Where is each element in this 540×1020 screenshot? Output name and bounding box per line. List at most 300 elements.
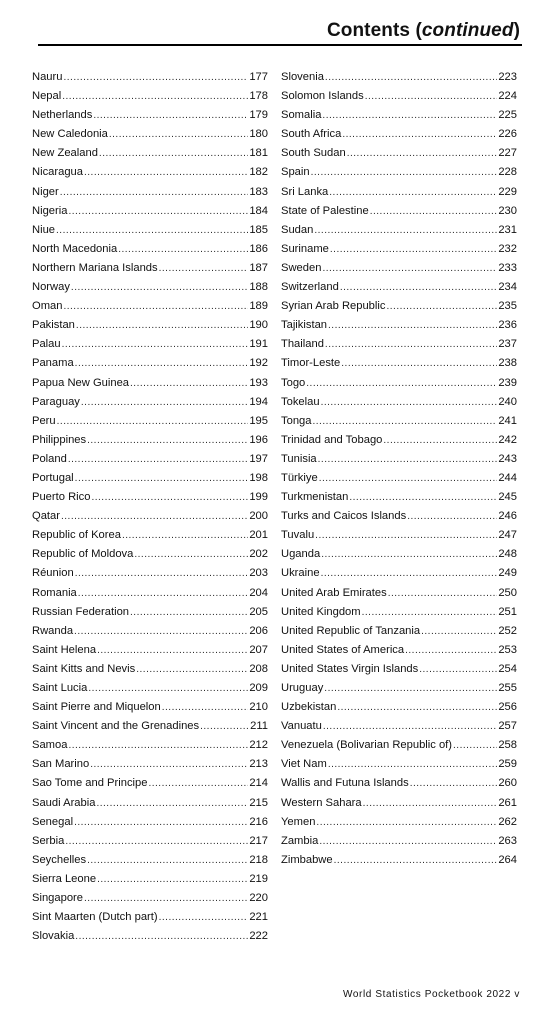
toc-entry-page: 215: [249, 796, 268, 809]
toc-entry[interactable]: [32, 259, 268, 278]
toc-entry-name: Türkiye: [281, 471, 318, 484]
toc-entry-page: 192: [249, 357, 268, 370]
dot-leader: [68, 736, 248, 755]
dot-leader: [74, 813, 248, 832]
toc-entry[interactable]: [32, 202, 268, 221]
dot-leader: [421, 622, 497, 641]
toc-entry-name: Zimbabwe: [281, 853, 333, 866]
toc-entry-page: 264: [498, 853, 517, 866]
toc-entry[interactable]: [32, 813, 268, 832]
toc-entry-page: 227: [498, 147, 517, 160]
toc-entry-name: Somalia: [281, 109, 322, 122]
toc-entry-name: State of Palestine: [281, 204, 369, 217]
dot-leader: [60, 183, 249, 202]
toc-entry[interactable]: [281, 183, 517, 202]
toc-entry-page: 195: [249, 414, 268, 427]
toc-entry[interactable]: [32, 144, 268, 163]
toc-entry-page: 198: [249, 471, 268, 484]
dot-leader: [71, 278, 248, 297]
toc-entry[interactable]: [281, 679, 517, 698]
toc-entry[interactable]: [32, 106, 268, 125]
toc-entry-name: Netherlands: [32, 109, 93, 122]
toc-entry-name: Puerto Rico: [32, 491, 91, 504]
toc-entry[interactable]: [281, 144, 517, 163]
toc-entry[interactable]: [281, 125, 517, 144]
toc-entry[interactable]: [32, 125, 268, 144]
toc-entry-name: New Caledonia: [32, 128, 108, 141]
dot-leader: [319, 469, 498, 488]
dot-leader: [386, 297, 497, 316]
toc-entry-page: 260: [498, 777, 517, 790]
toc-entry-page: 193: [249, 376, 268, 389]
toc-entry[interactable]: [32, 622, 268, 641]
toc-entry-name: United Kingdom: [281, 605, 361, 618]
toc-entry[interactable]: [32, 68, 268, 87]
title-end: ): [513, 20, 520, 41]
toc-entry-name: Sierra Leone: [32, 872, 97, 885]
toc-entry[interactable]: [281, 316, 517, 335]
toc-entry[interactable]: [32, 374, 268, 393]
toc-entry-name: Western Sahara: [281, 796, 362, 809]
toc-entry-name: Republic of Moldova: [32, 548, 134, 561]
dot-leader: [76, 316, 248, 335]
toc-entry[interactable]: [32, 278, 268, 297]
dot-leader: [324, 679, 497, 698]
dot-leader: [84, 889, 248, 908]
toc-entry-page: 247: [498, 529, 517, 542]
toc-entry-page: 191: [249, 338, 268, 351]
toc-entry-page: 222: [249, 930, 268, 943]
toc-entry-page: 201: [249, 529, 268, 542]
toc-entry[interactable]: [281, 660, 517, 679]
dot-leader: [118, 240, 248, 259]
dot-leader: [56, 221, 248, 240]
toc-entry-name: Viet Nam: [281, 758, 327, 771]
dot-leader: [363, 794, 498, 813]
toc-entry[interactable]: [32, 163, 268, 182]
toc-entry-page: 224: [498, 90, 517, 103]
toc-entry-page: 257: [498, 720, 517, 733]
dot-leader: [323, 717, 497, 736]
toc-entry-page: 229: [498, 185, 517, 198]
dot-leader: [91, 488, 248, 507]
dot-leader: [342, 125, 497, 144]
dot-leader: [341, 354, 497, 373]
toc-entry[interactable]: [281, 526, 517, 545]
toc-entry[interactable]: [32, 698, 268, 717]
dot-leader: [130, 603, 248, 622]
dot-leader: [75, 469, 249, 488]
dot-leader: [328, 755, 498, 774]
dot-leader: [383, 431, 497, 450]
toc-entry-page: 250: [498, 586, 517, 599]
toc-entry-page: 196: [249, 433, 268, 446]
toc-entry-name: Solomon Islands: [281, 90, 364, 103]
dot-leader: [88, 679, 248, 698]
toc-entry[interactable]: [281, 622, 517, 641]
toc-entry-page: 183: [249, 185, 268, 198]
toc-entry[interactable]: [281, 794, 517, 813]
toc-entry-page: 216: [249, 815, 268, 828]
toc-entry[interactable]: [32, 545, 268, 564]
toc-entry-name: Paraguay: [32, 395, 80, 408]
toc-entry[interactable]: [281, 202, 517, 221]
toc-entry-name: Pakistan: [32, 319, 75, 332]
dot-leader: [334, 851, 498, 870]
toc-entry[interactable]: [32, 603, 268, 622]
toc-entry[interactable]: [281, 469, 517, 488]
toc-entry-name: Tajikistan: [281, 319, 328, 332]
toc-entry[interactable]: [281, 259, 517, 278]
dot-leader: [325, 68, 497, 87]
toc-entry-name: Spain: [281, 166, 310, 179]
toc-entry[interactable]: [32, 431, 268, 450]
toc-entry[interactable]: [32, 755, 268, 774]
title-main: Contents (: [326, 20, 422, 41]
toc-entry-name: Rwanda: [32, 624, 74, 637]
toc-entry[interactable]: [32, 354, 268, 373]
toc-entry-name: Tokelau: [281, 395, 320, 408]
toc-entry[interactable]: [32, 717, 268, 736]
toc-entry-page: 214: [249, 777, 268, 790]
toc-entry-name: Suriname: [281, 242, 329, 255]
toc-entry-name: Qatar: [32, 510, 60, 523]
toc-entry-name: Ukraine: [281, 567, 320, 580]
toc-entry-name: Poland: [32, 452, 67, 465]
toc-entry-page: 190: [249, 319, 268, 332]
toc-entry-page: 231: [498, 223, 517, 236]
dot-leader: [148, 774, 248, 793]
dot-leader: [388, 584, 498, 603]
toc-entry[interactable]: [281, 393, 517, 412]
toc-entry[interactable]: [281, 545, 517, 564]
toc-entry-page: 234: [498, 281, 517, 294]
dot-leader: [63, 68, 248, 87]
toc-entry-page: 187: [249, 261, 268, 274]
toc-entry[interactable]: [281, 412, 517, 431]
toc-entry-page: 237: [498, 338, 517, 351]
toc-entry[interactable]: [281, 488, 517, 507]
dot-leader: [370, 202, 498, 221]
toc-entry-page: 189: [249, 300, 268, 313]
toc-entry[interactable]: [32, 564, 268, 583]
toc-entry-name: Panama: [32, 357, 74, 370]
toc-entry[interactable]: [281, 717, 517, 736]
dot-leader: [328, 316, 497, 335]
toc-entry-page: 256: [498, 701, 517, 714]
toc-entry[interactable]: [281, 736, 517, 755]
toc-entry[interactable]: [281, 698, 517, 717]
dot-leader: [315, 526, 497, 545]
dot-leader: [410, 774, 498, 793]
toc-entry[interactable]: [32, 794, 268, 813]
toc-entry-name: Venezuela (Bolivarian Republic of): [281, 739, 453, 752]
dot-leader: [68, 450, 248, 469]
toc-entry-name: Sri Lanka: [281, 185, 329, 198]
toc-entry-name: Trinidad and Tobago: [281, 433, 383, 446]
dot-leader: [84, 163, 248, 182]
toc-entry-page: 178: [249, 90, 268, 103]
toc-entry[interactable]: [281, 564, 517, 583]
toc-entry[interactable]: [32, 641, 268, 660]
dot-leader: [90, 755, 248, 774]
toc-entry-page: 263: [498, 834, 517, 847]
toc-entry-page: 238: [498, 357, 517, 370]
toc-entry[interactable]: [32, 488, 268, 507]
toc-entry-name: Portugal: [32, 471, 74, 484]
toc-entry[interactable]: [32, 450, 268, 469]
toc-entry-name: Norway: [32, 281, 70, 294]
toc-entry[interactable]: [32, 927, 268, 946]
toc-entry[interactable]: [32, 393, 268, 412]
toc-entry[interactable]: [32, 908, 268, 927]
toc-entry-name: Saint Pierre and Miquelon: [32, 701, 161, 714]
toc-entry-page: 255: [498, 682, 517, 694]
toc-entry[interactable]: [32, 335, 268, 354]
toc-entry-page: 218: [249, 853, 268, 866]
toc-entry-name: Russian Federation: [32, 605, 130, 618]
toc-entry-name: Republic of Korea: [32, 529, 121, 542]
toc-entry-page: 204: [249, 586, 268, 599]
toc-entry[interactable]: [32, 660, 268, 679]
toc-entry[interactable]: [281, 832, 517, 851]
dot-leader: [405, 641, 497, 660]
toc-entry-name: Senegal: [32, 815, 74, 828]
dot-leader: [96, 794, 248, 813]
toc-entry-name: Switzerland: [281, 281, 339, 294]
toc-entry-name: Nigeria: [32, 204, 68, 217]
toc-entry-page: 254: [498, 662, 517, 675]
toc-entry-page: 259: [498, 758, 517, 771]
toc-entry-name: United States Virgin Islands: [281, 662, 419, 675]
toc-entry-name: Thailand: [281, 338, 324, 351]
dot-leader: [78, 584, 249, 603]
dot-leader: [75, 927, 248, 946]
toc-entry[interactable]: [281, 507, 517, 526]
toc-entry-page: 202: [249, 548, 268, 561]
toc-entry[interactable]: [32, 870, 268, 889]
toc-entry[interactable]: [32, 412, 268, 431]
toc-entry-name: Oman: [32, 300, 63, 313]
dot-leader: [68, 202, 248, 221]
toc-entry[interactable]: [281, 584, 517, 603]
dot-leader: [109, 125, 248, 144]
dot-leader: [318, 450, 498, 469]
toc-entry[interactable]: [32, 183, 268, 202]
toc-entry-page: 230: [498, 204, 517, 217]
toc-entry[interactable]: [32, 297, 268, 316]
dot-leader: [65, 832, 248, 851]
toc-entry-page: 194: [249, 395, 268, 408]
toc-entry-name: Nicaragua: [32, 166, 83, 179]
toc-entry-page: 235: [498, 300, 517, 313]
toc-entry[interactable]: [281, 163, 517, 182]
dot-leader: [75, 354, 249, 373]
toc-entry-name: South Africa: [281, 128, 342, 141]
toc-entry-page: 220: [249, 892, 268, 905]
toc-entry-page: 249: [498, 567, 517, 580]
dot-leader: [159, 908, 249, 927]
dot-leader: [321, 564, 498, 583]
dot-leader: [93, 106, 248, 125]
toc-entry-name: North Macedonia: [32, 242, 118, 255]
toc-entry-name: Turks and Caicos Islands: [281, 510, 407, 523]
dot-leader: [337, 698, 497, 717]
toc-entry[interactable]: [32, 889, 268, 908]
toc-entry[interactable]: [32, 851, 268, 870]
dot-leader: [63, 297, 248, 316]
toc-entry-name: Vanuatu: [281, 720, 322, 733]
dot-leader: [62, 87, 248, 106]
toc-entry[interactable]: [281, 813, 517, 832]
toc-entry-name: Uruguay: [281, 682, 324, 694]
toc-entry-page: 248: [498, 548, 517, 561]
toc-entry-page: 236: [498, 319, 517, 332]
toc-entry-page: 241: [498, 414, 517, 427]
toc-entry-name: Singapore: [32, 892, 84, 905]
toc-entry-name: Wallis and Futuna Islands: [281, 777, 409, 790]
toc-entry-page: 199: [249, 491, 268, 504]
toc-entry[interactable]: [281, 87, 517, 106]
toc-entry[interactable]: [281, 335, 517, 354]
toc-entry[interactable]: [281, 774, 517, 793]
toc-entry-page: 228: [498, 166, 517, 179]
dot-leader: [349, 488, 497, 507]
dot-leader: [159, 259, 249, 278]
toc-entry[interactable]: [32, 832, 268, 851]
dot-leader: [87, 431, 248, 450]
toc-entry[interactable]: [32, 240, 268, 259]
toc-entry[interactable]: [281, 851, 517, 870]
toc-entry-name: Turkmenistan: [281, 491, 349, 504]
toc-entry-page: 181: [249, 147, 268, 160]
toc-entry-page: 186: [249, 242, 268, 255]
dot-leader: [319, 832, 497, 851]
toc-entry[interactable]: [32, 774, 268, 793]
toc-entry[interactable]: [281, 641, 517, 660]
toc-entry-name: Niger: [32, 185, 59, 198]
dot-leader: [62, 335, 249, 354]
toc-entry-name: Saint Helena: [32, 643, 97, 656]
toc-entry-page: 207: [249, 643, 268, 656]
toc-entry-name: Slovenia: [281, 71, 324, 83]
toc-entry-page: 209: [249, 682, 268, 694]
toc-entry-page: 184: [249, 204, 268, 217]
toc-entry[interactable]: [281, 374, 517, 393]
dot-leader: [453, 736, 497, 755]
toc-entry-page: 221: [249, 911, 268, 924]
toc-entry[interactable]: [281, 106, 517, 125]
toc-entry[interactable]: [281, 240, 517, 259]
toc-entry-page: 242: [498, 433, 517, 446]
toc-entry-name: Sao Tome and Principe: [32, 777, 148, 790]
toc-entry-name: Sudan: [281, 223, 314, 236]
dot-leader: [365, 87, 498, 106]
dot-leader: [322, 259, 497, 278]
toc-entry[interactable]: [32, 469, 268, 488]
dot-leader: [314, 221, 497, 240]
toc-entry-name: Zambia: [281, 834, 319, 847]
toc-entry[interactable]: [32, 316, 268, 335]
dot-leader: [340, 278, 498, 297]
toc-entry-name: Philippines: [32, 433, 87, 446]
toc-entry-name: Papua New Guinea: [32, 376, 130, 389]
toc-entry-name: Slovakia: [32, 930, 75, 943]
toc-entry-page: 206: [249, 624, 268, 637]
toc-entry-name: Seychelles: [32, 853, 87, 866]
toc-entry[interactable]: [281, 603, 517, 622]
toc-entry-page: 246: [498, 510, 517, 523]
toc-entry-name: San Marino: [32, 758, 90, 771]
dot-leader: [97, 641, 248, 660]
dot-leader: [419, 660, 497, 679]
dot-leader: [200, 717, 249, 736]
toc-entry-name: Syrian Arab Republic: [281, 300, 386, 313]
toc-entry[interactable]: [32, 221, 268, 240]
toc-entry-name: United Arab Emirates: [281, 586, 387, 599]
toc-entry-page: 180: [249, 128, 268, 141]
toc-entry[interactable]: [281, 278, 517, 297]
toc-entry-name: New Zealand: [32, 147, 98, 160]
toc-entry-page: 182: [249, 166, 268, 179]
toc-entry[interactable]: [32, 87, 268, 106]
toc-entry[interactable]: [281, 431, 517, 450]
toc-entry-page: 243: [498, 452, 517, 465]
toc-entry[interactable]: [32, 736, 268, 755]
toc-entry-page: 244: [498, 471, 517, 484]
toc-entry-name: Serbia: [32, 834, 65, 847]
toc-entry-page: 240: [498, 395, 517, 408]
toc-entry-page: 258: [498, 739, 517, 752]
toc-entry-page: 211: [250, 720, 268, 733]
dot-leader: [99, 144, 248, 163]
toc-entry-page: 245: [498, 491, 517, 504]
dot-leader: [130, 374, 248, 393]
toc-entry-name: Tunisia: [281, 452, 317, 465]
dot-leader: [321, 393, 498, 412]
dot-leader: [329, 183, 497, 202]
toc-entry[interactable]: [281, 297, 517, 316]
toc-entry-page: 203: [249, 567, 268, 580]
toc-entry-page: 239: [498, 376, 517, 389]
toc-entry[interactable]: [32, 507, 268, 526]
toc-entry[interactable]: [281, 354, 517, 373]
toc-entry-name: United States of America: [281, 643, 405, 656]
toc-entry-page: 205: [249, 605, 268, 618]
toc-entry[interactable]: [32, 679, 268, 698]
toc-entry[interactable]: [281, 755, 517, 774]
toc-entry-name: Sweden: [281, 261, 322, 274]
toc-entry-page: 185: [249, 223, 268, 236]
dot-leader: [134, 545, 248, 564]
toc-entry[interactable]: [281, 221, 517, 240]
toc-entry[interactable]: [32, 526, 268, 545]
dot-leader: [407, 507, 497, 526]
dot-leader: [87, 851, 248, 870]
toc-entry-name: Saint Kitts and Nevis: [32, 662, 136, 675]
toc-entry-name: Northern Mariana Islands: [32, 261, 158, 274]
toc-entry-name: Nauru: [32, 71, 63, 83]
toc-entry-page: 208: [249, 662, 268, 675]
toc-entry[interactable]: [32, 584, 268, 603]
toc-entry-name: Niue: [32, 223, 56, 236]
toc-entry[interactable]: [281, 68, 517, 87]
toc-entry[interactable]: [281, 450, 517, 469]
toc-entry-name: Togo: [281, 376, 306, 389]
dot-leader: [162, 698, 249, 717]
page-title: [327, 20, 520, 42]
dot-leader: [311, 163, 498, 182]
